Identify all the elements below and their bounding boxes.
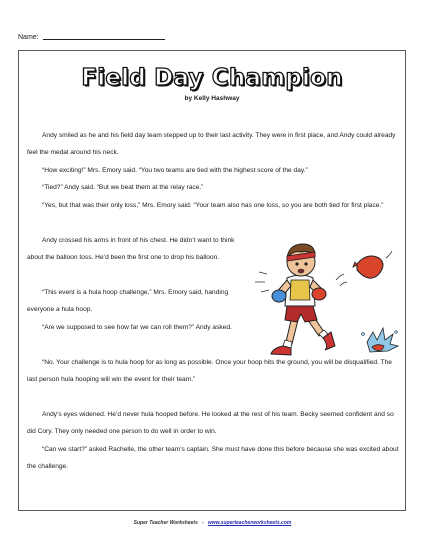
footer: [0, 520, 425, 526]
name-line: [18, 32, 165, 41]
paragraph-1: Andy smiled as he and his field day team stepped up to their last activity. They were in first place, and Andy could already feel the medal around his neck.: [27, 132, 396, 157]
paragraph-2: “How exciting!” Mrs. Emory said. “You two teams are tied with the highest score of the day.”: [42, 167, 308, 174]
story-panel: [18, 50, 406, 511]
footer-site-name: Super Teacher Worksheets: [133, 520, 198, 526]
footer-url-link[interactable]: www.superteacherworksheets.com: [207, 520, 292, 526]
story-byline: by Kelly Hashway: [184, 95, 240, 102]
story-title: Field Day Champion: [81, 65, 343, 91]
flying-balloon-icon: [336, 251, 392, 286]
name-label: Name:: [18, 34, 39, 41]
name-field[interactable]: [43, 32, 165, 40]
paragraph-9: Andy’s eyes widened. He’d never hula hooped before. He looked at the rest of his team. Becky seemed confident and so did Cory. They only needed one person to do well in order to win.: [27, 411, 394, 436]
paragraph-3: “Tied?” Andy said. “But we beat them at the relay race.”: [42, 184, 204, 191]
paragraph-6: “This event is a hula hoop challenge,” Mrs. Emory said, handing everyone a hula hoop.: [27, 289, 229, 314]
paragraph-5: Andy crossed his arms in front of his chest. He didn’t want to think about the balloon toss. He’d been the first one to drop his balloon.: [27, 237, 235, 262]
footer-separator: -: [202, 520, 204, 526]
boy-balloon-illustration: [239, 234, 404, 366]
paragraph-7: “Are we supposed to see how far we can roll them?” Andy asked.: [42, 324, 232, 331]
running-boy-figure: [255, 244, 335, 355]
paragraph-10: “Can we start?” asked Rachelle, the other team’s captain. She must have done this before because she was excited about the challenge.: [27, 446, 399, 471]
paragraph-8: “No. Your challenge is to hula hoop for as long as possible. Once your hoop hits the ground, you will be disqualified. The last person hula hooping will win the event for their team.”: [27, 359, 392, 384]
paragraph-4: “Yes, but that was their only loss,” Mrs. Emory said. “Your team also has one loss, so you are both tied for first place.”: [42, 202, 384, 209]
balloon-splash-icon: [361, 328, 398, 352]
